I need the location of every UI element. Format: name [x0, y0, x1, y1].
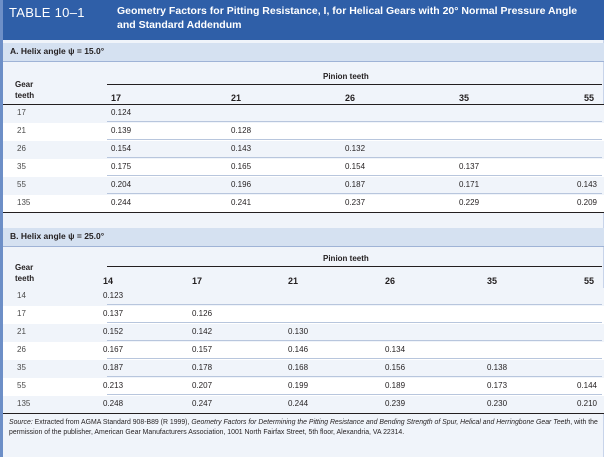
table-cell: 0.168	[288, 363, 309, 372]
table-cell: 0.229	[459, 198, 480, 207]
table-cell: 0.137	[459, 162, 480, 171]
table-cell: 0.173	[487, 381, 508, 390]
table-cell: 0.187	[345, 180, 366, 189]
source-text-before: Extracted from AGMA Standard 908-B89 (R 1999),	[32, 419, 192, 426]
table-cell: 0.142	[192, 327, 213, 336]
section-top-rule	[3, 246, 604, 247]
pinion-column-header: 21	[288, 276, 299, 286]
table-cell: 0.132	[345, 144, 366, 153]
pinion-column-header: 17	[111, 93, 122, 103]
table-cell: 0.165	[231, 162, 252, 171]
table-cell: 0.175	[111, 162, 132, 171]
pinion-rule	[107, 84, 602, 85]
gear-teeth-heading-line1: Gear	[15, 263, 34, 272]
section-title: A. Helix angle ψ = 15.0°	[10, 46, 105, 56]
gear-teeth-value: 26	[17, 345, 26, 354]
table-cell: 0.244	[288, 399, 309, 408]
pinion-column-header: 21	[231, 93, 242, 103]
pinion-column-header: 35	[487, 276, 498, 286]
table-cell: 0.152	[103, 327, 124, 336]
table-cell: 0.187	[103, 363, 124, 372]
row-divider	[107, 322, 602, 323]
table-cell: 0.248	[103, 399, 124, 408]
table-cell: 0.130	[288, 327, 309, 336]
table-cell: 0.128	[231, 126, 252, 135]
table-cell: 0.239	[385, 399, 406, 408]
row-divider	[107, 304, 602, 305]
table-cell: 0.171	[459, 180, 480, 189]
table-cell: 0.126	[192, 309, 213, 318]
table-cell: 0.247	[192, 399, 213, 408]
row-divider	[107, 121, 602, 122]
table-cell: 0.134	[385, 345, 406, 354]
gear-teeth-value: 55	[17, 381, 26, 390]
row-divider	[107, 157, 602, 158]
pinion-teeth-heading: Pinion teeth	[323, 72, 369, 81]
table-cell: 0.143	[231, 144, 252, 153]
gear-teeth-value: 135	[17, 399, 31, 408]
table-cell: 0.156	[385, 363, 406, 372]
row-divider	[107, 175, 602, 176]
table-cell: 0.207	[192, 381, 213, 390]
table-cell: 0.124	[111, 108, 132, 117]
table-cell: 0.209	[576, 198, 597, 207]
pinion-column-header: 26	[345, 93, 356, 103]
pinion-column-header: 26	[385, 276, 396, 286]
table-cell: 0.154	[345, 162, 366, 171]
table-cell: 0.213	[103, 381, 124, 390]
table-cell: 0.123	[103, 291, 124, 300]
gear-teeth-value: 35	[17, 363, 26, 372]
gear-teeth-value: 55	[17, 180, 26, 189]
section-title-band	[3, 228, 604, 246]
table-cell: 0.143	[576, 180, 597, 189]
gear-teeth-heading-line1: Gear	[15, 80, 34, 89]
table-cell: 0.199	[288, 381, 309, 390]
gear-teeth-value: 135	[17, 198, 31, 207]
gear-teeth-value: 21	[17, 126, 26, 135]
table-row	[3, 195, 604, 213]
gear-teeth-value: 26	[17, 144, 26, 153]
pinion-column-header: 35	[459, 93, 470, 103]
table-header	[3, 0, 604, 40]
table-cell: 0.210	[576, 399, 597, 408]
table-title: Geometry Factors for Pitting Resistance, I, for Helical Gears with 20° Normal Pressure Angle and Standard Addendum	[117, 5, 578, 31]
table-cell: 0.244	[111, 198, 132, 207]
table-cell: 0.154	[111, 144, 132, 153]
gear-teeth-heading-line2: teeth	[15, 91, 35, 100]
row-divider	[107, 340, 602, 341]
gear-teeth-value: 35	[17, 162, 26, 171]
source-text-after: , with the permission of the publisher, American Gear Manufacturers Association, 1001 North Fairfax Street, 5th floor, Alexandria, VA 22314.	[9, 419, 598, 436]
table-cell: 0.230	[487, 399, 508, 408]
table-cell: 0.204	[111, 180, 132, 189]
row-divider	[107, 139, 602, 140]
table-cell: 0.146	[288, 345, 309, 354]
table-cell: 0.137	[103, 309, 124, 318]
table-cell: 0.138	[487, 363, 508, 372]
gear-teeth-value: 17	[17, 309, 26, 318]
source-title: Geometry Factors for Determining the Pitting Resistance and Bending Strength of Spur, Helical and Herringbone Gear Teeth	[191, 419, 571, 426]
table-cell: 0.157	[192, 345, 213, 354]
section-title: B. Helix angle ψ = 25.0°	[10, 231, 105, 241]
row-divider	[107, 358, 602, 359]
section-bottom-rule	[3, 212, 604, 213]
gear-teeth-heading-line2: teeth	[15, 274, 35, 283]
pinion-column-header: 55	[583, 93, 594, 103]
pinion-column-header: 17	[192, 276, 203, 286]
row-divider	[107, 193, 602, 194]
table-cell: 0.241	[231, 198, 252, 207]
table-label: TABLE 10–1	[9, 5, 85, 20]
pinion-rule	[107, 266, 602, 267]
pinion-teeth-heading: Pinion teeth	[323, 254, 369, 263]
pinion-column-header: 14	[103, 276, 114, 286]
section-bottom-rule	[3, 413, 604, 414]
section-title-band	[3, 43, 604, 61]
table-cell: 0.237	[345, 198, 366, 207]
row-divider	[107, 394, 602, 395]
table-cell: 0.196	[231, 180, 252, 189]
pinion-column-header: 55	[583, 276, 594, 286]
source-note	[9, 418, 599, 438]
table-cell: 0.167	[103, 345, 124, 354]
table-cell: 0.189	[385, 381, 406, 390]
row-divider	[107, 376, 602, 377]
gear-teeth-value: 14	[17, 291, 26, 300]
table-cell: 0.144	[576, 381, 597, 390]
gear-teeth-value: 21	[17, 327, 26, 336]
table-cell: 0.178	[192, 363, 213, 372]
table-cell: 0.139	[111, 126, 132, 135]
source-label: Source:	[9, 419, 33, 426]
gear-teeth-value: 17	[17, 108, 26, 117]
section-top-rule	[3, 61, 604, 62]
